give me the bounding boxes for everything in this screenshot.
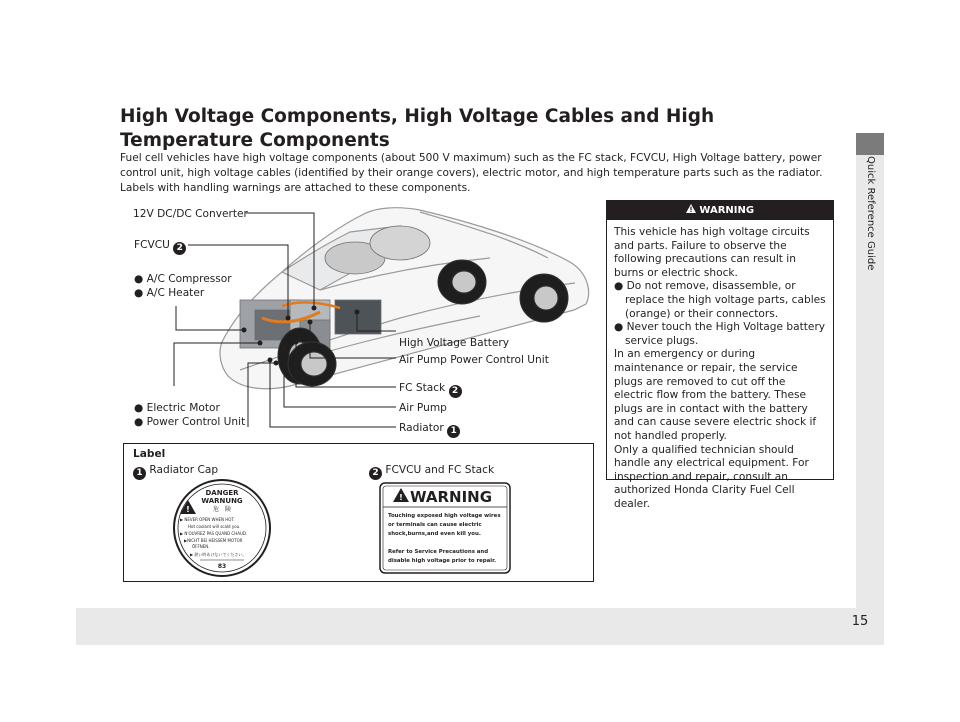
- fc-label-line: Touching exposed high voltage wires: [388, 513, 501, 519]
- warning-technician-text: Only a qualified technician should handle any electrical equipment. For inspection and repair, consult an authorized Honda Clarity Fuel Cell dealer.: [614, 443, 809, 510]
- label-item-text: Radiator Cap: [149, 464, 219, 476]
- radiator-label-danger: DANGER: [205, 489, 239, 497]
- radiator-label-line: ▶ NEVER OPEN WHEN HOT.: [180, 517, 235, 522]
- callout-fcvcu: [134, 238, 186, 255]
- callout-electric-motor-label: Electric Motor: [146, 402, 220, 414]
- label-item-fcvcu-fc-stack: [369, 464, 494, 480]
- radiator-label-kiken: 危 険: [212, 506, 232, 513]
- callout-power-control-unit: [134, 415, 245, 429]
- fc-label-heading: WARNING: [409, 488, 493, 506]
- bullet-icon: ●: [134, 287, 144, 299]
- radiator-label-line: ▶ N'OUVREZ PAS QUAND CHAUD.: [180, 531, 248, 536]
- fc-label-line: disable high voltage prior to repair.: [388, 558, 497, 564]
- fc-label-line: shock,burns,and even kill you.: [388, 531, 481, 537]
- callout-radiator-label: Radiator: [399, 422, 444, 434]
- warning-triangle-icon: [686, 201, 696, 220]
- bullet-icon: ●: [614, 280, 624, 293]
- radiator-label-line: ▶NICHT BEI HEISSEM MOTOR: [184, 538, 243, 543]
- radiator-label-warnung: WARNUNG: [201, 497, 243, 505]
- label-box-title: Label: [133, 448, 166, 460]
- callout-hv-battery: High Voltage Battery: [399, 337, 510, 349]
- page-number: 15: [851, 614, 869, 629]
- callout-air-pump-pcu: Air Pump Power Control Unit: [399, 354, 549, 366]
- callout-electric-motor: [134, 401, 220, 415]
- warning-bullet-text: Never touch the High Voltage battery service plugs.: [625, 321, 826, 347]
- callout-radiator: [399, 421, 460, 438]
- fc-label-line: Refer to Service Precautions and: [388, 549, 489, 555]
- bullet-icon: ●: [134, 402, 144, 414]
- radiator-label-line: Hot coolant will scald you.: [188, 524, 241, 529]
- warning-bullet-text: Do not remove, disassemble, or replace the high voltage parts, cables (orange) or their connectors.: [625, 280, 826, 320]
- callout-ac-heater-label: A/C Heater: [146, 287, 205, 299]
- sidebar-section-label: Quick Reference Guide: [865, 156, 876, 271]
- callout-ac-heater: [134, 286, 204, 300]
- label-item-number: 1: [133, 467, 146, 480]
- callout-fcvcu-label: FCVCU: [134, 239, 170, 251]
- page-title: High Voltage Components, High Voltage Cables and High Temperature Components: [120, 106, 715, 151]
- callout-fc-stack: [399, 381, 462, 398]
- svg-text:!: !: [399, 493, 403, 502]
- intro-paragraph: Fuel cell vehicles have high voltage components (about 500 V maximum) such as the FC stack, FCVCU, High Voltage battery, power control unit, high voltage cables (identified by their orange covers), electric motor, and high temperature parts such as the radiator. Labels with handling warnings are attached to these components.: [120, 152, 823, 194]
- label-item-text: FCVCU and FC Stack: [385, 464, 495, 476]
- callout-fc-stack-label: FC Stack: [399, 382, 446, 394]
- callout-fcvcu-number: 2: [173, 242, 186, 255]
- label-item-number: 2: [369, 467, 382, 480]
- warning-heading: WARNING: [699, 205, 755, 216]
- bullet-icon: ●: [134, 273, 144, 285]
- callout-ac-compressor-label: A/C Compressor: [146, 273, 232, 285]
- warning-intro: This vehicle has high voltage circuits and parts. Failure to observe the following precautions can result in burns or electric shock.: [614, 226, 810, 279]
- callout-air-pump: Air Pump: [399, 402, 447, 414]
- warning-bullet: [614, 321, 827, 348]
- callout-dcdc-converter: 12V DC/DC Converter: [133, 208, 248, 220]
- fc-warning-label-image: [379, 482, 511, 574]
- callout-radiator-number: 1: [447, 425, 460, 438]
- callout-ac-compressor: [134, 272, 232, 286]
- warning-header: [607, 201, 833, 220]
- bullet-icon: ●: [614, 321, 624, 334]
- fc-label-line: or terminals can cause electric: [388, 522, 482, 528]
- label-box: [123, 443, 594, 582]
- radiator-label-code: 83: [217, 563, 227, 570]
- warning-body: [607, 220, 833, 511]
- warning-emergency-text: In an emergency or during maintenance or repair, the service plugs are removed to cut off the electric flow from the battery. These plugs are in contact with the battery and can cause severe electric shock if not handled properly.: [614, 348, 817, 442]
- bullet-icon: ●: [134, 416, 144, 428]
- radiator-cap-label-image: [162, 478, 282, 578]
- callout-power-control-unit-label: Power Control Unit: [146, 416, 246, 428]
- radiator-label-line: ▶ 熱い時あけないでください。: [190, 552, 247, 557]
- radiator-label-line: ÖFFNEN.: [192, 544, 210, 549]
- callout-fc-stack-number: 2: [449, 385, 462, 398]
- svg-text:!: !: [186, 505, 190, 514]
- warning-bullet: [614, 280, 827, 321]
- warning-box: [606, 200, 834, 510]
